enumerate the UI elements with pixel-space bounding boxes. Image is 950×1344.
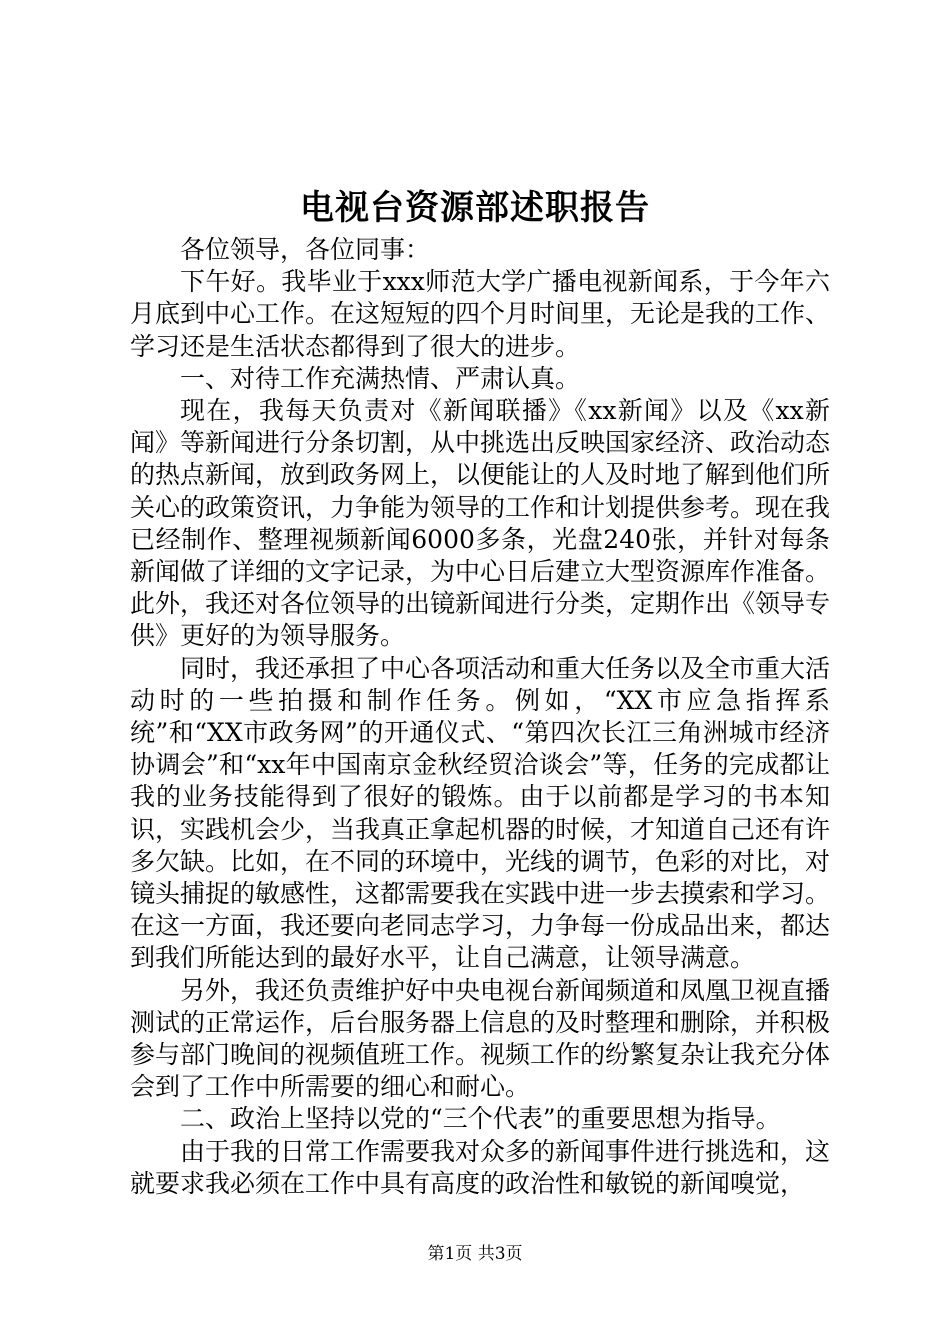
document-title: 电视台资源部述职报告 <box>300 188 650 228</box>
body-paragraph: 现在，我每天负责对《新闻联播》《xx新闻》以及《xx新闻》等新闻进行分条切割，从中挑选出反映国家经济、政治动态的热点新闻，放到政务网上，以便能让的人及时地了解到他们所关心的政策资讯，力争能为领导的工作和计划提供参考。现在我已经制作、整理视频新闻6000多条，光盘240张，并针对每条新闻做了详细的文字记录，为中心日后建立大型资源库作准备。此外，我还对各位领导的出镜新闻进行分类，定期作出《领导专供》更好的为领导服务。 <box>130 396 831 651</box>
body-paragraph: 另外，我还负责维护好中央电视台新闻频道和凤凰卫视直播测试的正常运作，后台服务器上信息的及时整理和删除，并积极参与部门晚间的视频值班工作。视频工作的纷繁复杂让我充分体会到了工作中所需要的细心和耐心。 <box>130 975 831 1102</box>
intro-paragraph: 下午好。我毕业于xxx师范大学广播电视新闻系，于今年六月底到中心工作。在这短短的四个月时间里，无论是我的工作、学习还是生活状态都得到了很大的进步。 <box>130 267 831 361</box>
section-heading-2: 二、政治上坚持以党的“三个代表”的重要思想为指导。 <box>180 1104 781 1134</box>
section-heading-1: 一、对待工作充满热情、严肃认真。 <box>180 363 581 393</box>
document-body <box>130 234 830 1200</box>
page-number-footer: 第1页 共3页 <box>427 1244 523 1264</box>
body-paragraph: 由于我的日常工作需要我对众多的新闻事件进行挑选和，这就要求我必须在工作中具有高度的政治性和敏锐的新闻嗅觉， <box>130 1136 831 1198</box>
body-paragraph: 同时，我还承担了中心各项活动和重大任务以及全市重大活动时的一些拍摄和制作任务。例如，“XX市应急指挥系统”和“XX市政务网”的开通仪式、“第四次长江三角洲城市经济协调会”和“xx年中国南京金秋经贸洽谈会”等，任务的完成都让我的业务技能得到了很好的锻炼。由于以前都是学习的书本知识，实践机会少，当我真正拿起机器的时候，才知道自己还有许多欠缺。比如，在不同的环境中，光线的调节，色彩的对比，对镜头捕捉的敏感性，这都需要我在实践中进一步去摸索和学习。在这一方面，我还要向老同志学习，力争每一份成品出来，都达到我们所能达到的最好水平，让自己满意，让领导满意。 <box>130 653 831 973</box>
salutation-paragraph: 各位领导，各位同事： <box>180 235 431 264</box>
